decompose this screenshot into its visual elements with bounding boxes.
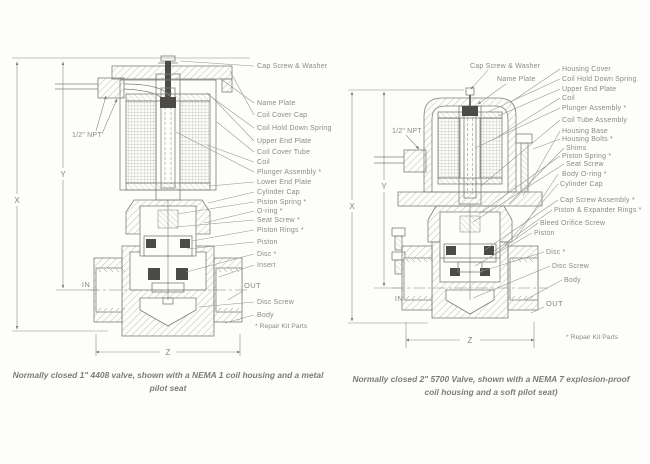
right-conduit-hub [404,150,426,172]
left-repair-kit-note: * Repair Kit Parts [255,323,308,330]
part-label-upper-end-plate: Upper End Plate [562,86,617,93]
part-label-housing-cover: Housing Cover [562,66,611,73]
right-valve-caption: Normally closed 2" 5700 Valve, shown with a NEMA 7 explosion-proof coil housing and a soft pilot seat) [352,374,630,397]
right-dim-x: X [349,202,355,211]
part-label-upper-end-plate: Upper End Plate [257,138,312,145]
right-housing-bolt [516,134,532,143]
part-label-bleed-orifice-screw: Bleed Orifice Screw [540,220,606,227]
part-label-seat-screw: Seat Screw [566,161,604,168]
part-label-seat-screw: Seat Screw * [257,217,300,224]
part-label-coil-cover-tube: Coil Cover Tube [257,149,311,156]
left-dim-x: X [14,196,20,205]
left-coil-cover-cap [112,66,232,79]
part-label-coil: Coil [257,159,270,166]
left-lower-end-plate [126,183,210,190]
part-label-insert: Insert [257,262,276,269]
right-dim-z: Z [467,336,473,345]
right-out-label: OUT [546,299,564,308]
left-coil-a [126,101,156,183]
left-npt-label: 1/2" NPT [72,132,102,139]
part-label-coil-hold-down-spring: Coil Hold Down Spring [562,76,637,83]
part-label-disc: Disc * [257,251,277,258]
part-label-body: Body [564,277,581,284]
right-npt-label: 1/2" NPT [392,128,422,135]
part-label-body-o-ring: Body O-ring * [562,171,607,178]
left-in-label: IN [81,280,91,289]
part-label-cap-screw-washer: Cap Screw & Washer [470,63,541,70]
left-valve-caption: Normally closed 1" 4408 valve, shown with a NEMA 1 coil housing and a metal pilot seat [12,370,324,393]
part-label-cylinder-cap: Cylinder Cap [560,181,603,188]
right-cap-screw [466,88,474,95]
right-dim-y: Y [381,182,387,191]
part-label-body: Body [257,312,274,319]
part-label-coil-hold-down-spring: Coil Hold Down Spring [257,125,332,132]
right-coil-b [480,118,502,178]
part-label-cap-screw-assembly: Cap Screw Assembly * [560,197,635,204]
part-label-plunger-assembly: Plunger Assembly * [562,105,627,112]
left-cap-screw [161,56,175,61]
part-label-plunger-assembly: Plunger Assembly * [257,169,322,176]
left-valve-labels [255,63,332,330]
part-label-disc: Disc * [546,249,566,256]
right-repair-kit-note: * Repair Kit Parts [566,334,619,341]
part-label-piston: Piston [534,230,555,237]
part-label-cylinder-cap: Cylinder Cap [257,189,300,196]
part-label-coil: Coil [562,95,575,102]
right-housing-base [398,192,542,206]
part-label-name-plate: Name Plate [257,100,296,107]
left-valve-drawing [55,56,250,336]
part-label-disc-screw: Disc Screw [257,299,295,306]
part-label-piston-spring: Piston Spring * [257,199,307,206]
right-coil-a [438,118,460,178]
part-label-cap-screw-washer: Cap Screw & Washer [257,63,328,70]
part-label-name-plate: Name Plate [497,76,536,83]
part-label-o-ring: O-ring * [257,208,283,215]
left-dim-y: Y [60,170,66,179]
left-out-label: OUT [244,281,262,290]
part-label-lower-end-plate: Lower End Plate [257,179,312,186]
part-label-housing-base: Housing Base [562,128,608,135]
part-label-disc-screw: Disc Screw [552,263,590,270]
part-label-shims: Shims [566,145,587,152]
part-label-housing-bolts: Housing Bolts * [562,136,613,143]
part-label-piston-spring: Piston Spring * [562,153,612,160]
part-label-piston: Piston [257,239,278,246]
part-label-piston-expander-rings: Piston & Expander Rings * [554,207,642,214]
left-dim-z: Z [165,348,171,357]
part-label-coil-cover-cap: Coil Cover Cap [257,112,308,119]
part-label-piston-rings: Piston Rings * [257,227,304,234]
right-valve-drawing [374,88,548,318]
part-label-coil-tube-assembly: Coil Tube Assembly [562,117,628,124]
right-in-label: IN [394,294,404,303]
